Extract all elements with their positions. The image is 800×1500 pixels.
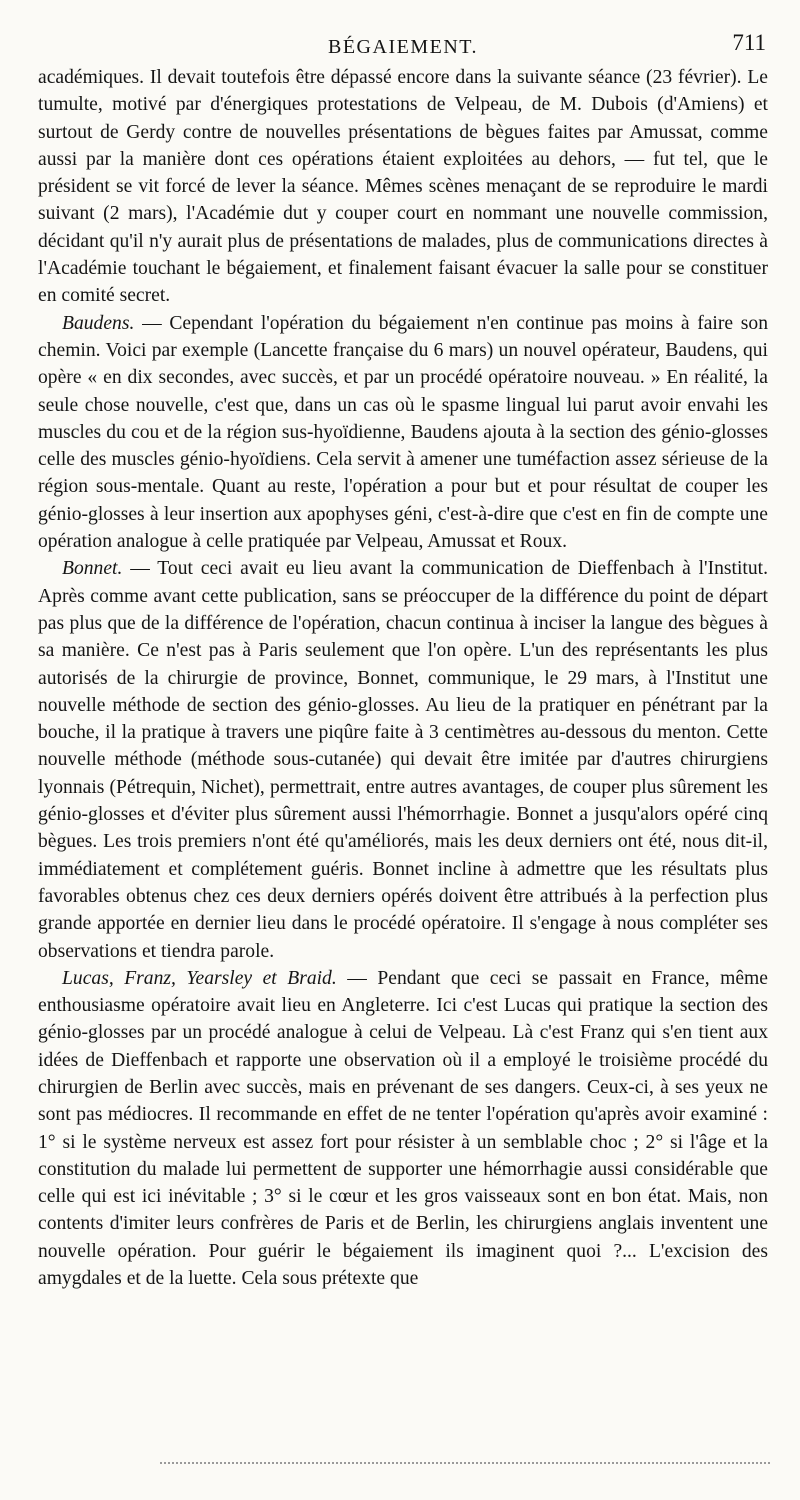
paragraph-lead: Baudens. <box>62 312 135 334</box>
page-header <box>40 26 766 60</box>
paragraph <box>38 64 768 310</box>
running-title: BÉGAIEMENT. <box>328 36 478 58</box>
paragraph-text: — Pendant que ceci se passait en France, même enthousiasme opératoire avait lieu en Angleterre. Ici c'est Lucas qui pratique la section des génio-glosses par un procédé analogue à celui de Velpeau. Là c'est Franz qui s'en tient aux idées de Dieffenbach et rapporte une observation où il a employé le troisième procédé du chirurgien de Berlin avec succès, mais en prévenant de ses dangers. Ceux-ci, à ses yeux ne sont pas médiocres. Il recommande en effet de ne tenter l'opération qu'après avoir examiné : 1° si le système nerveux est assez fort pour résister à un semblable choc ; 2° si l'âge et la constitution du malade lui permettent de supporter une hémorrhagie aussi considérable que celle qui est ici inévitable ; 3° si le cœur et les gros vaisseaux sont en bon état. Mais, non contents d'imiter leurs confrères de Paris et de Berlin, les chirurgiens anglais inventent une nouvelle opération. Pour guérir le bégaiement ils imaginent quoi ?... L'excision des amygdales et de la luette. Cela sous prétexte que <box>38 967 768 1290</box>
paragraph-text: — Cependant l'opération du bégaiement n'en continue pas moins à faire son chemin. Voici par exemple (Lancette française du 6 mars) un nouvel opérateur, Baudens, qui opère « en dix secondes, avec succès, et par un procédé opératoire nouveau. » En réalité, la seule chose nouvelle, c'est que, dans un cas où le spasme lingual lui parut avoir envahi les muscles du cou et de la région sus-hyoïdienne, Baudens ajouta à la section des génio-glosses celle des muscles génio-hyoïdiens. Cela servit à amener une tuméfaction assez sérieuse de la région sous-mentale. Quant au reste, l'opération a pour but et pour résultat de couper les génio-glosses à leur insertion aux apophyses géni, c'est-à-dire que c'est en fin de compte une opération analogue à celle pratiquée par Velpeau, Amussat et Roux. <box>38 312 768 553</box>
paragraph <box>38 310 768 556</box>
paragraph-lead: Bonnet. <box>62 558 123 580</box>
footer-rule <box>160 1462 770 1464</box>
body-text <box>38 64 768 1292</box>
page-number: 711 <box>732 30 766 55</box>
paragraph <box>38 965 768 1293</box>
paragraph-lead: Lucas, Franz, Yearsley et Braid. <box>62 967 337 989</box>
paragraph-text: académiques. Il devait toutefois être dépassé encore dans la suivante séance (23 février). Le tumulte, motivé par d'énergiques protestations de Velpeau, de M. Dubois (d'Amiens) et surtout de Gerdy contre de nouvelles présentations de bègues faites par Amussat, comme aussi par la manière dont ces opérations étaient exploitées au dehors, — fut tel, que le président se vit forcé de lever la séance. Mêmes scènes menaçant de se reproduire le mardi suivant (2 mars), l'Académie dut y couper court en nommant une nouvelle commission, décidant qu'il n'y aurait plus de présentations de malades, plus de communications directes à l'Académie touchant le bégaiement, et finalement faisant évacuer la salle pour se constituer en comité secret. <box>38 67 768 307</box>
paragraph <box>38 555 768 964</box>
paragraph-text: — Tout ceci avait eu lieu avant la communication de Dieffenbach à l'Institut. Après comme avant cette publication, sans se préoccuper de la différence du point de départ pas plus que de la différence de l'opération, chacun continua à inciser la langue des bègues à sa manière. Ce n'est pas à Paris seulement que l'on opère. L'un des représentants les plus autorisés de la chirurgie de province, Bonnet, communique, le 29 mars, à l'Institut une nouvelle méthode de section des génio-glosses. Au lieu de la pratiquer en pénétrant par la bouche, il la pratique à travers une piqûre faite à 3 centimètres au-dessous du menton. Cette nouvelle méthode (méthode sous-cutanée) qui devait être imitée par d'autres chirurgiens lyonnais (Pétrequin, Nichet), permettrait, entre autres avantages, de couper plus sûrement les génio-glosses et d'éviter plus sûrement aussi l'hémorrhagie. Bonnet a jusqu'alors opéré cinq bègues. Les trois premiers n'ont été qu'améliorés, mais les deux derniers ont été, nous dit-il, immédiatement et complétement guéris. Bonnet incline à admettre que les résultats plus favorables obtenus chez ces deux derniers opérés doivent être attribués à la perfection plus grande apportée en dernier lieu dans le procédé opératoire. Il s'engage à nous compléter ses observations et tiendra parole. <box>38 558 768 962</box>
